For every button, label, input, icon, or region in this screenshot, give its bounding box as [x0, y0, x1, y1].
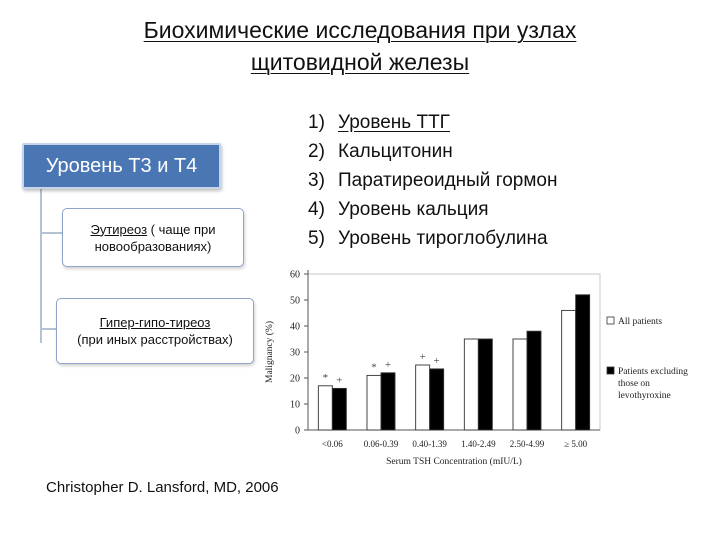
- tests-list-item: [308, 137, 557, 166]
- diagram-connector-horizontal-1: [40, 232, 62, 234]
- hyper-hypo-box-line-2: (при иных расстройствах): [77, 332, 233, 347]
- bar-all-patients: [416, 365, 430, 430]
- list-item-number: 5): [308, 228, 325, 249]
- y-tick-label: 0: [295, 425, 300, 437]
- legend-swatch: [607, 317, 614, 324]
- list-item-number: 3): [308, 170, 325, 191]
- source-credit: Christopher D. Lansford, MD, 2006: [46, 479, 279, 496]
- euthyroid-box: [62, 208, 244, 267]
- legend-label: All patients: [618, 317, 663, 327]
- thyroid-hormones-box: Уровень Т3 и Т4: [22, 143, 221, 189]
- bar-excluding-levothyroxine: [430, 369, 444, 430]
- bar-all-patients: [318, 386, 332, 430]
- list-item-text: Уровень кальция: [338, 199, 489, 220]
- bar-excluding-levothyroxine: [576, 295, 590, 430]
- list-item-number: 1): [308, 112, 325, 133]
- list-item-number: 2): [308, 141, 325, 162]
- legend-swatch: [607, 367, 614, 374]
- y-tick-label: 60: [290, 269, 300, 281]
- euthyroid-box-line-1: [63, 221, 243, 238]
- malignancy-bar-chart: [262, 262, 700, 472]
- list-item-text: Паратиреоидный гормон: [338, 170, 558, 191]
- y-tick-label: 40: [290, 321, 300, 333]
- x-tick-label: 0.40-1.39: [412, 439, 447, 449]
- tests-list-item: [308, 195, 557, 224]
- list-item-text: Кальцитонин: [338, 141, 453, 162]
- y-tick-label: 20: [290, 373, 300, 385]
- tests-list-item: [308, 166, 557, 195]
- bar-excluding-levothyroxine: [381, 373, 395, 430]
- bar-excluding-levothyroxine: [527, 331, 541, 430]
- x-tick-label: 2.50-4.99: [509, 439, 545, 449]
- significance-marker: +: [419, 351, 426, 363]
- euthyroid-box-line-2: новообразованиях): [94, 238, 212, 254]
- x-tick-label: <0.06: [321, 439, 343, 449]
- hyper-hypo-box-line-1: [57, 314, 253, 331]
- list-item-number: 4): [308, 199, 325, 220]
- bar-all-patients: [464, 339, 478, 430]
- x-tick-label: ≥ 5.00: [564, 439, 588, 449]
- y-axis-label: Malignancy (%): [265, 321, 275, 383]
- bar-all-patients: [513, 339, 527, 430]
- diagram-connector-horizontal-2: [40, 328, 56, 330]
- bar-excluding-levothyroxine: [478, 339, 492, 430]
- bar-all-patients: [367, 375, 381, 430]
- tests-list-item: [308, 224, 557, 253]
- legend-label: levothyroxine: [618, 391, 671, 401]
- significance-marker: *: [371, 361, 377, 374]
- y-tick-label: 30: [290, 347, 300, 359]
- hyper-hypo-term: Гипер-гипо-тиреоз: [99, 315, 211, 330]
- hyper-hypo-box: [56, 298, 254, 364]
- tests-list-item: [308, 108, 557, 137]
- significance-marker: +: [384, 358, 392, 371]
- bar-excluding-levothyroxine: [332, 388, 346, 430]
- euthyroid-note: ( чаще при: [147, 221, 216, 237]
- list-item-text: Уровень ТТГ: [338, 112, 450, 133]
- legend-label: those on: [618, 379, 650, 389]
- significance-marker: +: [433, 354, 440, 367]
- x-tick-label: 0.06-0.39: [363, 439, 399, 449]
- diagram-connector-vertical: [40, 187, 42, 343]
- y-tick-label: 10: [290, 399, 300, 411]
- legend-label: Patients excluding: [618, 367, 688, 377]
- tests-list: [308, 108, 557, 253]
- euthyroid-term: Эутиреоз: [90, 221, 148, 237]
- y-tick-label: 50: [290, 295, 300, 307]
- plot-frame: [308, 274, 600, 430]
- x-tick-label: 1.40-2.49: [461, 439, 496, 449]
- slide-title-line-1: Биохимические исследования при узлах: [143, 17, 577, 43]
- significance-marker: +: [336, 374, 343, 387]
- slide-title: [80, 14, 640, 78]
- significance-marker: *: [322, 371, 329, 384]
- x-axis-label: Serum TSH Concentration (mIU/L): [386, 457, 522, 467]
- slide-title-line-2: щитовидной железы: [250, 49, 470, 75]
- list-item-text: Уровень тироглобулина: [338, 228, 548, 249]
- bar-all-patients: [562, 310, 576, 430]
